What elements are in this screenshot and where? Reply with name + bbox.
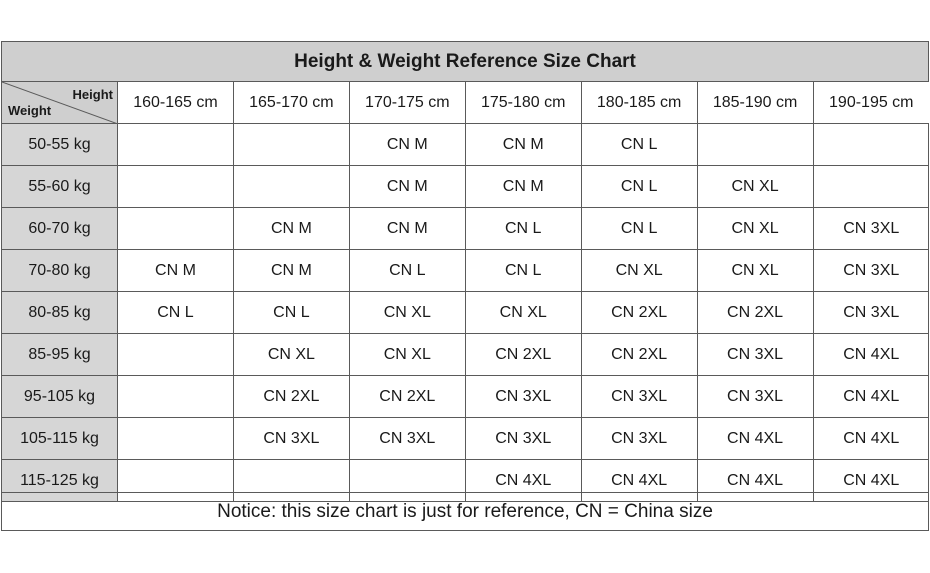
table-body xyxy=(2,124,929,502)
size-cell: CN XL xyxy=(349,334,465,376)
size-cell: CN L xyxy=(581,166,697,208)
size-cell: CN 4XL xyxy=(697,460,813,502)
size-cell: CN 4XL xyxy=(465,460,581,502)
column-header: 185-190 cm xyxy=(697,82,813,124)
size-cell: CN XL xyxy=(349,292,465,334)
table-row xyxy=(2,208,929,250)
weight-label: 115-125 kg xyxy=(2,460,118,502)
table-row xyxy=(2,292,929,334)
size-cell: CN 2XL xyxy=(581,334,697,376)
size-cell: CN M xyxy=(349,166,465,208)
size-cell: CN M xyxy=(233,208,349,250)
size-cell: CN 3XL xyxy=(465,418,581,460)
size-cell: CN 3XL xyxy=(813,292,929,334)
table-row xyxy=(2,376,929,418)
size-cell xyxy=(233,166,349,208)
size-cell: CN M xyxy=(233,250,349,292)
weight-label: 70-80 kg xyxy=(2,250,118,292)
size-cell: CN 4XL xyxy=(581,460,697,502)
size-cell: CN 2XL xyxy=(581,292,697,334)
size-cell: CN 4XL xyxy=(813,334,929,376)
weight-label: 55-60 kg xyxy=(2,166,118,208)
size-cell: CN 4XL xyxy=(813,376,929,418)
size-cell: CN M xyxy=(465,166,581,208)
table-row xyxy=(2,418,929,460)
header-row xyxy=(2,82,929,124)
size-cell xyxy=(118,124,234,166)
size-cell: CN XL xyxy=(465,292,581,334)
size-cell: CN 3XL xyxy=(697,376,813,418)
chart-title: Height & Weight Reference Size Chart xyxy=(2,42,928,82)
corner-cell xyxy=(2,82,118,124)
size-cell: CN 3XL xyxy=(465,376,581,418)
size-cell: CN 4XL xyxy=(813,418,929,460)
size-cell: CN 4XL xyxy=(697,418,813,460)
weight-label: 95-105 kg xyxy=(2,376,118,418)
size-cell: CN 3XL xyxy=(697,334,813,376)
column-header: 170-175 cm xyxy=(349,82,465,124)
weight-label: 50-55 kg xyxy=(2,124,118,166)
size-cell xyxy=(118,376,234,418)
column-header: 165-170 cm xyxy=(233,82,349,124)
weight-label: 60-70 kg xyxy=(2,208,118,250)
size-cell: CN 3XL xyxy=(813,250,929,292)
column-header: 190-195 cm xyxy=(813,82,929,124)
size-cell: CN 3XL xyxy=(581,418,697,460)
size-cell xyxy=(118,208,234,250)
size-cell: CN XL xyxy=(233,334,349,376)
size-table xyxy=(2,82,929,502)
size-cell xyxy=(118,166,234,208)
size-cell: CN XL xyxy=(697,208,813,250)
table-row xyxy=(2,166,929,208)
weight-label: 80-85 kg xyxy=(2,292,118,334)
corner-weight-label: Weight xyxy=(8,103,52,118)
size-cell: CN 3XL xyxy=(233,418,349,460)
size-cell: CN M xyxy=(465,124,581,166)
table-row xyxy=(2,250,929,292)
corner-height-label: Height xyxy=(72,87,113,102)
size-cell: CN 3XL xyxy=(813,208,929,250)
size-cell: CN XL xyxy=(581,250,697,292)
size-cell: CN 3XL xyxy=(581,376,697,418)
size-cell: CN L xyxy=(465,208,581,250)
size-cell xyxy=(118,334,234,376)
size-cell: CN L xyxy=(581,124,697,166)
size-chart xyxy=(1,41,929,531)
size-cell: CN M xyxy=(349,124,465,166)
size-cell xyxy=(233,124,349,166)
size-cell: CN 2XL xyxy=(465,334,581,376)
size-cell: CN 4XL xyxy=(813,460,929,502)
notice-text: Notice: this size chart is just for reference, CN = China size xyxy=(2,492,928,530)
size-cell: CN 2XL xyxy=(233,376,349,418)
column-header: 160-165 cm xyxy=(118,82,234,124)
size-cell: CN 2XL xyxy=(697,292,813,334)
column-header: 175-180 cm xyxy=(465,82,581,124)
size-cell: CN 3XL xyxy=(349,418,465,460)
table-row xyxy=(2,334,929,376)
weight-label: 85-95 kg xyxy=(2,334,118,376)
size-cell: CN L xyxy=(233,292,349,334)
size-cell xyxy=(697,124,813,166)
size-cell: CN XL xyxy=(697,250,813,292)
size-cell: CN 2XL xyxy=(349,376,465,418)
size-cell xyxy=(813,166,929,208)
size-cell: CN M xyxy=(349,208,465,250)
size-cell xyxy=(813,124,929,166)
size-cell: CN L xyxy=(118,292,234,334)
size-cell: CN L xyxy=(465,250,581,292)
size-cell: CN M xyxy=(118,250,234,292)
size-cell xyxy=(118,418,234,460)
size-cell: CN L xyxy=(581,208,697,250)
table-row xyxy=(2,124,929,166)
column-header: 180-185 cm xyxy=(581,82,697,124)
size-cell: CN L xyxy=(349,250,465,292)
size-cell: CN XL xyxy=(697,166,813,208)
weight-label: 105-115 kg xyxy=(2,418,118,460)
